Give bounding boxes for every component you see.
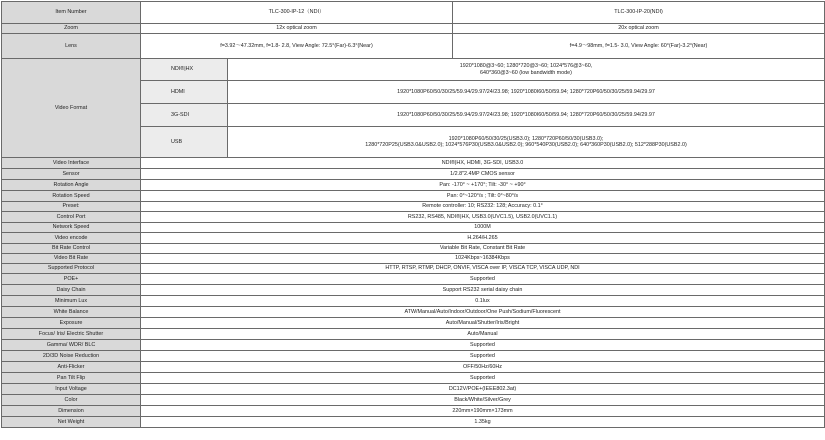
spec-label: Focus/ Iris/ Electric Shutter xyxy=(2,329,141,340)
spec-value: RS232, RS485, NDI®|HX, USB3.0(UVC1.5), USB2.0(UVC1.1) xyxy=(141,212,825,223)
spec-label: Control Port xyxy=(2,212,141,223)
spec-label: 2D/3D Noise Reduction xyxy=(2,351,141,362)
video-format-line: 640*360@3~60 (low bandwidth mode) xyxy=(480,69,572,76)
spec-label: Rotation Angle xyxy=(2,180,141,191)
lens-value-a: f=3.92～47.32mm, f=1.8- 2.8, View Angle: 72.5°(Far)-6.3°(Near) xyxy=(141,34,453,59)
spec-row xyxy=(2,417,825,428)
video-format-value xyxy=(228,81,825,104)
spec-row xyxy=(2,244,825,254)
spec-label: Anti-Flicker xyxy=(2,362,141,373)
zoom-value-b: 20x optical zoom xyxy=(453,24,825,34)
spec-label: Input Voltage xyxy=(2,384,141,395)
spec-row xyxy=(2,318,825,329)
spec-row xyxy=(2,307,825,318)
spec-label: White Balance xyxy=(2,307,141,318)
video-format-name: USB xyxy=(141,127,228,158)
spec-row xyxy=(2,274,825,285)
row-video-ndi xyxy=(2,59,825,81)
spec-row xyxy=(2,264,825,274)
spec-row xyxy=(2,285,825,296)
spec-value: 220mm×190mm×173mm xyxy=(141,406,825,417)
video-format-name: NDI®|HX xyxy=(141,59,228,81)
spec-label: Dimension xyxy=(2,406,141,417)
spec-value: Variable Bit Rate, Constant Bit Rate xyxy=(141,244,825,254)
spec-value: Remote controller: 10; RS232: 128; Accuracy: 0.1° xyxy=(141,202,825,212)
label-zoom: Zoom xyxy=(2,24,141,34)
spec-value: Pan: 0°~120°/s ; Tilt: 0°~80°/s xyxy=(141,191,825,202)
zoom-value-a: 12x optical zoom xyxy=(141,24,453,34)
spec-value: 1/2.8"2.4MP CMOS sensor xyxy=(141,169,825,180)
video-format-value xyxy=(228,59,825,81)
spec-label: Exposure xyxy=(2,318,141,329)
spec-label: Rotation Speed xyxy=(2,191,141,202)
spec-row xyxy=(2,212,825,223)
spec-value: OFF/50Hz/60Hz xyxy=(141,362,825,373)
video-format-name: HDMI xyxy=(141,81,228,104)
spec-value: Supported xyxy=(141,373,825,384)
spec-value: 0.1lux xyxy=(141,296,825,307)
spec-value: Supported xyxy=(141,274,825,285)
spec-value: Supported xyxy=(141,340,825,351)
spec-label: Supported Protocol xyxy=(2,264,141,274)
spec-row xyxy=(2,254,825,264)
spec-label: Minimum Lux xyxy=(2,296,141,307)
row-item-number xyxy=(2,2,825,24)
spec-value: Auto/Manual xyxy=(141,329,825,340)
spec-value: DC12V/POE+(IEEE802.3at) xyxy=(141,384,825,395)
spec-label: Gamma/ WDR/ BLC xyxy=(2,340,141,351)
video-format-value xyxy=(228,104,825,127)
spec-value: NDI®|HX, HDMI, 3G-SDI, USB3.0 xyxy=(141,158,825,169)
spec-row xyxy=(2,362,825,373)
spec-row xyxy=(2,340,825,351)
video-format-value xyxy=(228,127,825,158)
spec-row xyxy=(2,191,825,202)
spec-row xyxy=(2,373,825,384)
spec-label: Bit Rate Control xyxy=(2,244,141,254)
spec-label: Video encode xyxy=(2,233,141,244)
video-format-name: 3G-SDI xyxy=(141,104,228,127)
spec-label: Color xyxy=(2,395,141,406)
spec-label: Net Weight xyxy=(2,417,141,428)
spec-row xyxy=(2,223,825,233)
spec-row xyxy=(2,169,825,180)
spec-row xyxy=(2,406,825,417)
spec-value: H.264/H.265 xyxy=(141,233,825,244)
lens-value-b: f=4.9～98mm, f=1.5- 3.0, View Angle: 60°(Far)-3.2°(Near) xyxy=(453,34,825,59)
video-format-line: 1280*720P25(USB3.0&USB2.0); 1024*576P30(USB3.0&USB2.0); 960*540P30(USB2.0); 640*360P30(USB2.0); 512*288P30(USB2.0) xyxy=(365,142,687,148)
spec-row xyxy=(2,296,825,307)
model-a-number: TLC-300-IP-12（NDI） xyxy=(141,2,453,24)
spec-value: HTTP, RTSP, RTMP, DHCP, ONVIF, VISCA over IP, VISCA TCP, VISCA UDP, NDI xyxy=(141,264,825,274)
spec-label: POE+ xyxy=(2,274,141,285)
spec-value: Auto/Manual/Shutter/Iris/Bright xyxy=(141,318,825,329)
spec-row xyxy=(2,395,825,406)
spec-value: ATW/Manual/Auto/Indoor/Outdoor/One Push/Sodium/Fluorescent xyxy=(141,307,825,318)
spec-label: Pan Tilt Flip xyxy=(2,373,141,384)
label-video-format: Video Format xyxy=(2,59,141,158)
spec-value: Support RS232 serial daisy chain xyxy=(141,285,825,296)
spec-label: Video Bit Rate xyxy=(2,254,141,264)
spec-value: Black/White/Silver/Grey xyxy=(141,395,825,406)
spec-label: Daisy Chain xyxy=(2,285,141,296)
spec-row xyxy=(2,233,825,244)
spec-row xyxy=(2,384,825,395)
row-lens xyxy=(2,34,825,59)
row-zoom xyxy=(2,24,825,34)
spec-row xyxy=(2,329,825,340)
label-lens: Lens xyxy=(2,34,141,59)
spec-row xyxy=(2,180,825,191)
spec-value: Supported xyxy=(141,351,825,362)
spec-row xyxy=(2,351,825,362)
spec-label: Video Interface xyxy=(2,158,141,169)
spec-value: 1024Kbps~16384Kbps xyxy=(141,254,825,264)
spec-value: 1.35kg xyxy=(141,417,825,428)
spec-value: Pan: -170° ~ +170°; Tilt: -30° ~ +90° xyxy=(141,180,825,191)
spec-value: 1000M xyxy=(141,223,825,233)
video-format-line: 1920*1080P60/50/30/25(USB3.0); 1280*720P60/50/30(USB3.0); xyxy=(448,135,604,142)
spec-label: Sensor xyxy=(2,169,141,180)
video-format-line: 1920*1080P60/50/30/25/59.94/29.97/24/23.98; 1920*1080I60/50/59.94; 1280*720P60/50/30/25/59.94/29.97 xyxy=(397,88,655,95)
video-format-line: 1920*1080@3~60; 1280*720@3~60; 1024*576@3~60, xyxy=(459,63,593,70)
video-format-line: 1920*1080P60/50/30/25/59.94/29.97/24/23.98; 1920*1080I60/50/59.94; 1280*720P60/50/30/25/59.94/29.97 xyxy=(397,111,655,118)
spec-row xyxy=(2,158,825,169)
model-b-number: TLC-300-IP-20(NDI) xyxy=(453,2,825,24)
spec-table xyxy=(1,1,825,428)
spec-label: Preset: xyxy=(2,202,141,212)
label-item-number: Item Number xyxy=(2,2,141,24)
spec-row xyxy=(2,202,825,212)
spec-label: Network Speed xyxy=(2,223,141,233)
